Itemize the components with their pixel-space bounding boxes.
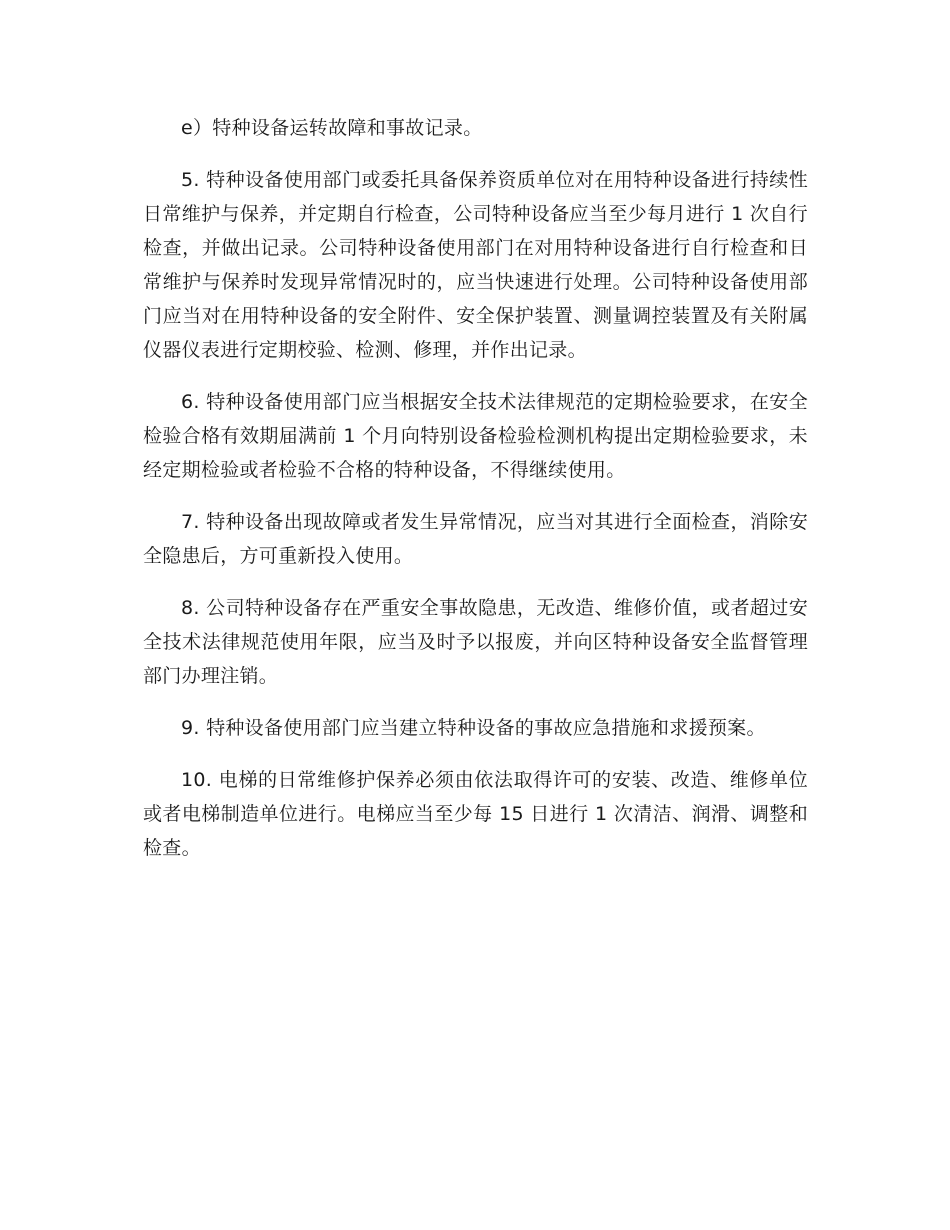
paragraph-8-scrapping: 8. 公司特种设备存在严重安全事故隐患，无改造、维修价值，或者超过安全技术法律规范使用年限，应当及时予以报废，并向区特种设备安全监督管理部门办理注销。 [143,597,808,687]
paragraph-e-record: e）特种设备运转故障和事故记录。 [181,117,483,139]
paragraph-9-emergency-plan: 9. 特种设备使用部门应当建立特种设备的事故应急措施和求援预案。 [181,717,766,739]
document-body [143,111,808,883]
paragraph-7-fault-handling: 7. 特种设备出现故障或者发生异常情况，应当对其进行全面检查，消除安全隐患后，方可重新投入使用。 [143,511,808,567]
paragraph-6-periodic-inspection: 6. 特种设备使用部门应当根据安全技术法律规范的定期检验要求，在安全检验合格有效期届满前 1 个月向特别设备检验检测机构提出定期检验要求，未经定期检验或者检验不合格的特种设备，不得继续使用。 [143,391,808,481]
paragraph-5-maintenance: 5. 特种设备使用部门或委托具备保养资质单位对在用特种设备进行持续性日常维护与保养，并定期自行检查，公司特种设备应当至少每月进行 1 次自行检查，并做出记录。公司特种设备使用部门在对用特种设备进行自行检查和日常维护与保养时发现异常情况时的，应当快速进行处理。公司特种设备使用部门应当对在用特种设备的安全附件、安全保护装置、测量调控装置及有关附属仪器仪表进行定期校验、检测、修理，并作出记录。 [143,169,808,361]
paragraph-10-elevator-maintenance: 10. 电梯的日常维修护保养必须由依法取得许可的安装、改造、维修单位或者电梯制造单位进行。电梯应当至少每 15 日进行 1 次清洁、润滑、调整和检查。 [143,769,808,859]
